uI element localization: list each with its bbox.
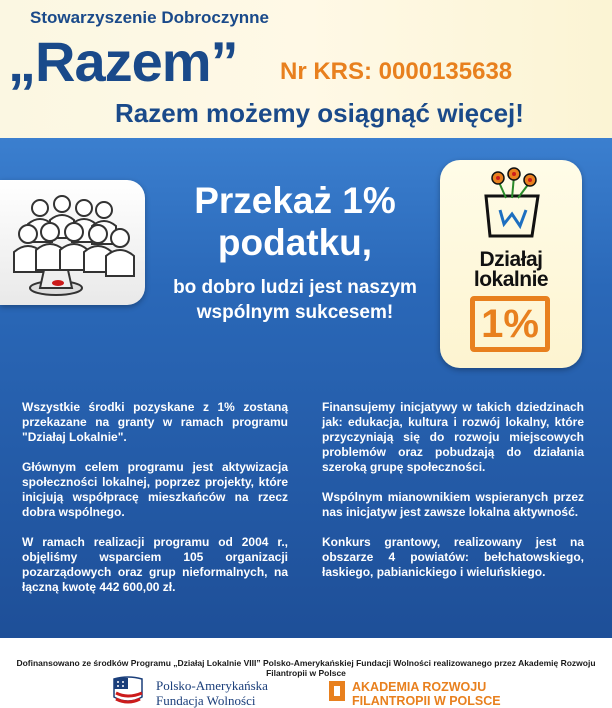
header (0, 0, 612, 160)
people-illustration-card (0, 180, 145, 305)
arfp-logo-icon (326, 678, 348, 704)
paragraph: Konkurs grantowy, realizowany jest na obszarze 4 powiatów: bełchatowskiego, łaskiego, pabianickiego i wieluńskiego. (322, 535, 584, 579)
paragraph: W ramach realizacji programu od 2004 r., objęliśmy wsparciem 105 organizacji pozarządowych oraz grup nieformalnych, na łączną kwotę 442 600,00 zł. (22, 535, 288, 594)
paf-line-2: Fundacja Wolności (156, 693, 256, 708)
logo-text-lokalnie: lokalnie (473, 268, 549, 291)
logo-text-dzialaj: Działaj (479, 248, 543, 271)
paragraph: Głównym celem programu jest aktywizacja społeczności lokalnej, poprzez projekty, które inicjują współpracę mieszkańców na rzecz dobra wspólnego. (22, 460, 288, 519)
krs-number: Nr KRS: 0000135638 (280, 58, 513, 85)
crowd-hat-illustration (0, 180, 145, 305)
org-name-title: „Razem” (8, 30, 238, 93)
text-column-right (322, 400, 584, 595)
flower-pot-logo-icon (440, 166, 582, 246)
arfp-line-2: FILANTROPII W POLSCE (352, 694, 501, 708)
funding-note: Dofinansowano ze środków Programu „Działaj Lokalnie VIII” Polsko-Amerykańskiej Fundacji Wolności realizowanego przez Akademię Rozwoju Filantropii w Polsce (16, 658, 596, 678)
paragraph: Wspólnym mianownikiem wspieranych przez nas inicjatyw jest zawsze lokalna aktywność. (322, 490, 584, 519)
headline-line-1: Przekaż 1% (194, 180, 396, 221)
paragraph: Finansujemy inicjatywy w takich dziedzinach jak: edukacja, kultura i rozwój lokalny, które przyczyniają się do rozwoju miejscowych problemów oraz pobudzają do działania szeroką grupę społeczności. (322, 400, 584, 474)
text-column-left (22, 400, 288, 610)
headline-subtitle: bo dobro ludzi jest naszym wspólnym sukcesem! (173, 277, 417, 323)
org-type-label: Stowarzyszenie Dobroczynne (30, 8, 270, 27)
arfp-name (352, 680, 501, 708)
arfp-line-1: AKADEMIA ROZWOJU (352, 680, 487, 694)
motto-slogan: Razem możemy osiągnąć więcej! (115, 98, 524, 128)
paragraph: Wszystkie środki pozyskane z 1% zostaną przekazane na granty w ramach programu "Działaj Lokalnie". (22, 400, 288, 444)
one-percent-badge: 1% (470, 296, 550, 352)
paf-flag-logo-icon (108, 675, 148, 707)
headline-line-2: podatku, (217, 222, 373, 263)
paf-name (156, 678, 268, 708)
paf-line-1: Polsko-Amerykańska (156, 678, 268, 693)
